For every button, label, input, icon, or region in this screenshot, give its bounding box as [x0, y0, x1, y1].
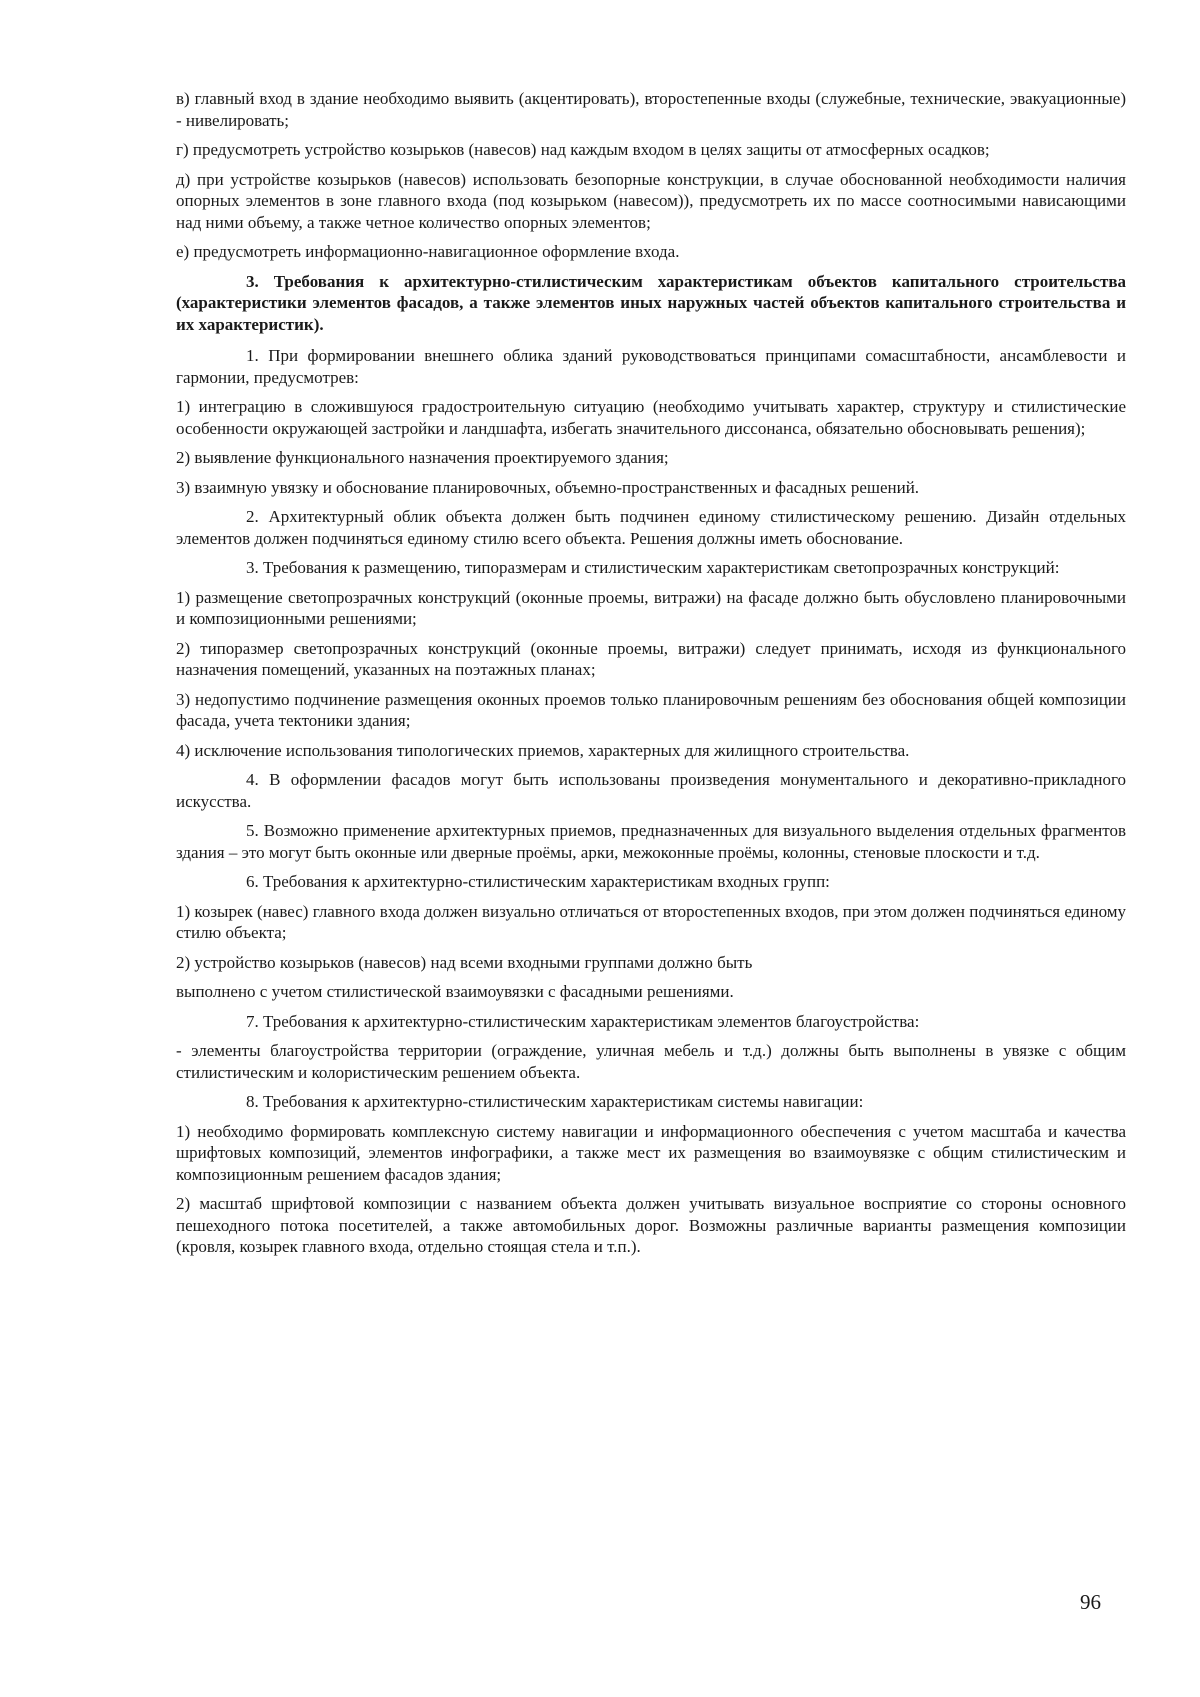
clause-1-item-3: 3) взаимную увязку и обоснование планировочных, объемно-пространственных и фасадных решений.	[176, 477, 920, 497]
paragraph-v: в) главный вход в здание необходимо выявить (акцентировать), второстепенные входы (служебные, технические, эвакуационные) - нивелировать;	[176, 89, 1126, 130]
clause-6-item-2-continued: выполнено с учетом стилистической взаимоувязки с фасадными решениями.	[176, 982, 734, 1001]
clause-1-item-1: 1) интеграцию в сложившуюся градостроительную ситуацию (необходимо учитывать характер, структуру и стилистические особенности окружающей застройки и ландшафта, избегать значительного диссонанса, обязательно обосновывать решения);	[176, 397, 1126, 438]
paragraph-g: г) предусмотреть устройство козырьков (навесов) над каждым входом в целях защиты от атмосферных осадков;	[176, 140, 990, 159]
clause-8: 8. Требования к архитектурно-стилистическим характеристикам системы навигации:	[246, 1092, 864, 1111]
clause-6-item-1: 1) козырек (навес) главного входа должен визуально отличаться от второстепенных входов, при этом должен подчиняться единому стилю объекта;	[176, 901, 1126, 942]
clause-3-item-4: 4) исключение использования типологических приемов, характерных для жилищного строительства.	[176, 740, 910, 760]
clause-5: 5. Возможно применение архитектурных приемов, предназначенных для визуального выделения отдельных фрагментов здания – это могут быть оконные или дверные проёмы, арки, межоконные проёмы, колонны, стеновые плоскости и т.д.	[176, 821, 1126, 862]
section-heading: 3. Требования к архитектурно-стилистическим характеристикам объектов капитального строительства (характеристики элементов фасадов, а также элементов иных наружных частей объектов капитального строительства и их характеристик).	[176, 271, 1126, 334]
clause-8-item-1: 1) необходимо формировать комплексную систему навигации и информационного обеспечения с учетом масштаба и качества шрифтовых композиций, элементов инфографики, а также мест их размещения во взаимоувязке с общим стилистическим и композиционным решением фасадов здания;	[176, 1121, 1126, 1184]
clause-3-item-3: 3) недопустимо подчинение размещения оконных проемов только планировочным решениям без обоснования общей композиции фасада, учета тектоники здания;	[176, 689, 1126, 730]
clause-3-item-1: 1) размещение светопрозрачных конструкций (оконные проемы, витражи) на фасаде должно быть обусловлено планировочными и композиционными решениями;	[176, 587, 1126, 628]
clause-3-item-2: 2) типоразмер светопрозрачных конструкций (оконные проемы, витражи) следует принимать, исходя из функционального назначения помещений, указанных на поэтажных планах;	[176, 638, 1126, 679]
paragraph-e: е) предусмотреть информационно-навигационное оформление входа.	[176, 242, 680, 261]
document-body	[176, 88, 1126, 1266]
clause-6: 6. Требования к архитектурно-стилистическим характеристикам входных групп:	[246, 872, 830, 891]
clause-2: 2. Архитектурный облик объекта должен быть подчинен единому стилистическому решению. Дизайн отдельных элементов должен подчиняться единому стилю всего объекта. Решения должны иметь обоснование.	[176, 507, 1126, 548]
clause-8-item-2: 2) масштаб шрифтовой композиции с названием объекта должен учитывать визуальное восприятие со стороны основного пешеходного потока посетителей, а также автомобильных дорог. Возможны различные варианты размещения композиции (кровля, козырек главного входа, отдельно стоящая стела и т.п.).	[176, 1194, 1126, 1256]
paragraph-d: д) при устройстве козырьков (навесов) использовать безопорные конструкции, в случае обоснованной необходимости наличия опорных элементов в зоне главного входа (под козырьком (навесом)), предусмотреть их по массе соотносимыми нависающими над ними объему, а также четное количество опорных элементов;	[176, 169, 1126, 232]
clause-6-item-2: 2) устройство козырьков (навесов) над всеми входными группами должно быть	[176, 952, 753, 972]
clause-1: 1. При формировании внешнего облика зданий руководствоваться принципами сомасштабности, ансамблевости и гармонии, предусмотрев:	[176, 346, 1126, 387]
clause-1-item-2: 2) выявление функционального назначения проектируемого здания;	[176, 448, 669, 467]
clause-3: 3. Требования к размещению, типоразмерам и стилистическим характеристикам светопрозрачных конструкций:	[246, 558, 1060, 577]
clause-7: 7. Требования к архитектурно-стилистическим характеристикам элементов благоустройства:	[246, 1011, 920, 1031]
clause-4: 4. В оформлении фасадов могут быть использованы произведения монументального и декоративно-прикладного искусства.	[176, 770, 1126, 811]
page-number: 96	[1080, 1590, 1101, 1614]
clause-7-item: - элементы благоустройства территории (ограждение, уличная мебель и т.д.) должны быть выполнены в увязке с общим стилистическим и колористическим решением объекта.	[176, 1041, 1126, 1082]
